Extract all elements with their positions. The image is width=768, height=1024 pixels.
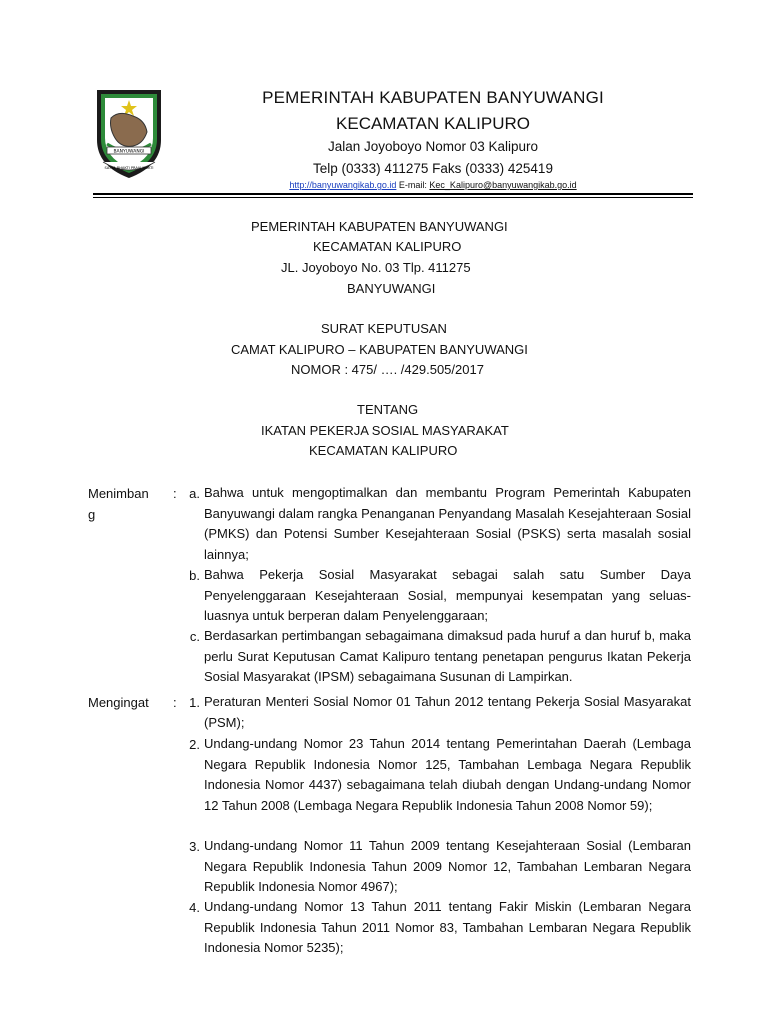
menimbang-mark-b: b. bbox=[189, 568, 200, 583]
mengingat-item-2: Undang-undang Nomor 23 Tahun 2014 tentang Pemerintahan Daerah (Lembaga Negara Republik Indonesia Nomor 125, Tambahan Lembaga Negara Republik Indonesia Nomor 4437) sebagaimana telah diubah dengan Undang-undang Nomor 12 Tahun 2008 (Lembaga Negara Republik Indonesia Tahun 2008 Nomor 59); bbox=[204, 736, 691, 813]
heading-issuer: CAMAT KALIPURO – KABUPATEN BANYUWANGI bbox=[231, 342, 528, 357]
mengingat-mark-4: 4. bbox=[189, 900, 200, 915]
menimbang-mark-a: a. bbox=[189, 486, 200, 501]
heading-org2: KECAMATAN KALIPURO bbox=[313, 239, 462, 254]
website-link[interactable]: http://banyuwangikab.go.id bbox=[289, 180, 397, 190]
menimbang-item-a: Bahwa untuk mengoptimalkan dan membantu Program Pemerintah Kabupaten Banyuwangi dalam rangka Penanganan Penyandang Masalah Kesejahteraan Sosial (PMKS) dan Potensi Sumber Kesejahteraan Sosial (PSKS) serta masalah sosial lainnya; bbox=[204, 485, 691, 562]
email-label: E-mail: bbox=[396, 180, 430, 190]
section-label-menimbang bbox=[88, 484, 149, 525]
mengingat-colon: : bbox=[173, 695, 177, 710]
email-link[interactable]: Kec_Kalipuro@banyuwangikab.go.id bbox=[429, 180, 577, 190]
mengingat-mark-1: 1. bbox=[189, 695, 200, 710]
letterhead-rule-thin bbox=[93, 197, 693, 198]
heading-doc-type: SURAT KEPUTUSAN bbox=[321, 321, 447, 336]
section-label-mengingat: Mengingat bbox=[88, 695, 149, 710]
menimbang-item-c: Berdasarkan pertimbangan sebagaimana dimaksud pada huruf a dan huruf b, maka perlu Surat Keputusan Camat Kalipuro tentang penetapan pengurus Ikatan Pekerja Sosial Masyarakat (IPSM) sebagaimana Susunan di Lampirkan. bbox=[204, 628, 691, 684]
letterhead-subtitle: KECAMATAN KALIPURO bbox=[336, 114, 530, 133]
menimbang-colon: : bbox=[173, 486, 177, 501]
letterhead-title: PEMERINTAH KABUPATEN BANYUWANGI bbox=[262, 88, 604, 107]
heading-subject1: IKATAN PEKERJA SOSIAL MASYARAKAT bbox=[261, 423, 509, 438]
mengingat-item-4: Undang-undang Nomor 13 Tahun 2011 tentang Fakir Miskin (Lembaran Negara Republik Indonesia Tahun 2011 Nomor 83, Tambahan Lembaran Negara Republik Indonesia Nomor 5235); bbox=[204, 899, 691, 955]
menimbang-item-b: Bahwa Pekerja Sosial Masyarakat sebagai salah satu Sumber Daya Penyelenggaraan Kesejahteraan Sosial, mempunyai kesempatan yang seluas-luasnya untuk berperan dalam Penyelenggaraan; bbox=[204, 567, 691, 623]
heading-number: NOMOR : 475/ …. /429.505/2017 bbox=[291, 362, 484, 377]
letterhead-rule-thick bbox=[93, 193, 693, 195]
svg-text:BANYUWANGI: BANYUWANGI bbox=[113, 149, 145, 155]
heading-about: TENTANG bbox=[357, 402, 419, 417]
svg-text:SATYA BHAKTI PRAJA MUKTI: SATYA BHAKTI PRAJA MUKTI bbox=[104, 166, 154, 170]
mengingat-mark-3: 3. bbox=[189, 839, 200, 854]
menimbang-label-line2: g bbox=[88, 506, 96, 522]
letterhead-address: Jalan Joyoboyo Nomor 03 Kalipuro bbox=[327, 139, 539, 154]
heading-org1: PEMERINTAH KABUPATEN BANYUWANGI bbox=[251, 219, 508, 234]
heading-address: JL. Joyoboyo No. 03 Tlp. 411275 bbox=[281, 260, 471, 275]
heading-city: BANYUWANGI bbox=[347, 281, 436, 296]
mengingat-item-1: Peraturan Menteri Sosial Nomor 01 Tahun 2012 tentang Pekerja Sosial Masyarakat (PSM); bbox=[204, 694, 691, 730]
letterhead-contact bbox=[49, 180, 768, 190]
menimbang-label-line1: Menimban bbox=[88, 486, 149, 501]
mengingat-mark-2: 2. bbox=[189, 737, 200, 752]
mengingat-item-3: Undang-undang Nomor 11 Tahun 2009 tentang Kesejahteraan Sosial (Lembaran Negara Republik Indonesia Tahun 2009 Nomor 12, Tambahan Lembaran Negara Republik Indonesia Nomor 4967); bbox=[204, 838, 691, 894]
letterhead-phone: Telp (0333) 411275 Faks (0333) 425419 bbox=[313, 161, 553, 176]
heading-subject2: KECAMATAN KALIPURO bbox=[309, 443, 458, 458]
menimbang-mark-c: c. bbox=[189, 629, 200, 644]
